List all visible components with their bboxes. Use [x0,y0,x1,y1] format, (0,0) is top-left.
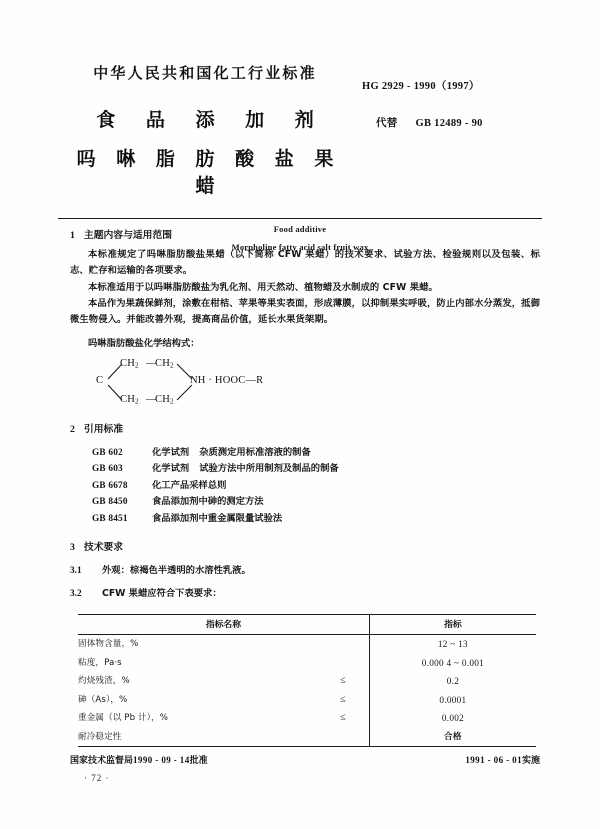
cell-indicator-name: 砷（As），% [78,694,128,705]
cell-operator: ≤ [317,672,370,691]
issuing-organization: 中华人民共和国化工行业标准 [93,64,317,82]
cell-indicator-value: 0.000 4 ~ 0.001 [421,657,485,668]
cell-indicator-name: 灼烧残渣，% [78,676,130,687]
cell-operator: ≤ [317,709,370,728]
cell-indicator-name: 粘度，Pa·s [78,657,122,668]
clause-3-1-number: 3.1 [70,565,82,576]
document-title-line1: 食 品 添 加 剂 [96,109,326,131]
header-meta-block [352,62,600,130]
section-3-heading [70,540,540,556]
header-title-block [0,62,352,198]
issuing-authority: 国家技术监督局 [70,756,134,766]
reference-name: 化学试剂 试验方法中所用制剂及制品的制备 [152,463,339,475]
document-header [0,62,600,252]
section-1-paragraph-1: 本标准规定了吗啉脂肪酸盐果蜡（以下简称 CFW 果蜡）的技术要求、试验方法、检验规则以及包装、标志、贮存和运输的各项要求。 [70,249,540,277]
reference-name: 食品添加剂中重金属限量试验法 [152,513,283,524]
cell-indicator-value: 0.002 [441,713,464,724]
section-3-number: 3 [70,541,75,553]
table-row [78,635,536,654]
cell-indicator-value: 0.0001 [439,694,467,705]
section-1-paragraph-3: 本品作为果蔬保鲜剂，涂敷在柑桔、苹果等果实表面，形成薄膜，以抑制果实呼吸，防止内部水分蒸发，抵御微生物侵入。并能改善外观，提高商品价值，延长水果货架期。 [70,297,540,326]
reference-name: 食品添加剂中砷的测定方法 [152,496,264,508]
section-2-number: 2 [70,424,75,436]
section-1-paragraph-2: 本标准适用于以吗啉脂肪酸盐为乳化剂、用天然动、植物蜡及水制成的 CFW 果蜡。 [88,281,438,293]
approval-line [70,753,208,766]
section-3-title: 技术要求 [83,541,124,553]
table-row [78,728,536,747]
reference-code: GB 6678 [92,480,128,491]
clause-3-2 [70,586,540,602]
clause-3-2-text: CFW 果蜡应符合下表要求： [102,588,222,599]
standard-number: HG 2929 - 1990（1997） [362,81,480,92]
english-title-line2: Morpholine fatty acid salt fruit wax [231,242,369,252]
atom-top-right: $CH_2$ [155,358,174,370]
cell-indicator-value: 合格 [369,728,536,747]
document-body [70,228,540,747]
column-header-indicator-name: 指标名称 [78,615,369,635]
reference-code: GB 8451 [92,514,128,524]
atom-left: C [96,375,104,387]
table-row [78,709,536,728]
list-item [92,445,540,462]
replaces-label: 代替 [376,118,398,129]
cell-operator [317,635,370,654]
specification-table-wrapper [78,614,536,747]
list-item [92,511,540,528]
cell-operator: ≤ [317,691,370,710]
section-1-heading [70,228,540,244]
atom-bottom-right: $CH_2$ [155,394,174,406]
page-number: · 72 · [84,773,110,783]
document-footer [70,753,540,783]
substituent-group: NH · HOOC—R [190,375,264,387]
english-title-line1: Food additive [273,224,327,234]
table-header-row [78,615,536,635]
reference-name: 化学试剂 杂质测定用标准溶液的制备 [152,446,311,458]
bond-top-dash: — [146,358,157,370]
list-item [92,478,540,495]
clause-3-1 [70,563,540,579]
table-row [78,691,536,710]
cell-operator [317,654,370,673]
approval-date: 1990 - 09 - 14 [133,755,190,765]
replaces-line [362,115,600,130]
cell-indicator-name: 耐冷稳定性 [78,728,317,747]
reference-code: GB 602 [92,447,123,458]
clause-3-1-text: 外观：棕褐色半透明的水溶性乳液。 [102,564,251,576]
replaces-number: GB 12489 - 90 [415,118,483,129]
section-2-title: 引用标准 [83,424,124,436]
reference-code: GB 603 [92,464,123,475]
implementation-date: 1991 - 06 - 01 [465,755,522,765]
referenced-standards-list [70,445,540,528]
cell-indicator-value: 0.2 [446,676,460,687]
reference-name: 化工产品采样总则 [152,479,227,491]
header-divider-rule [58,218,542,219]
list-item [92,494,540,511]
reference-code: GB 8450 [92,497,128,508]
atom-top-left: $CH_2$ [120,358,139,370]
bond-bottom-dash: — [146,394,157,406]
section-2-heading [70,422,540,438]
cell-indicator-value: 12 ~ 13 [437,639,468,650]
column-header-indicator-value: 指标 [369,615,536,635]
cell-indicator-name: 固体物含量，% [78,639,139,650]
implementation-line [465,753,540,766]
chemical-structure-diagram [84,354,540,410]
section-1-title: 主题内容与适用范围 [83,230,173,241]
specification-table [78,614,536,747]
approval-label: 批准 [189,756,208,766]
section-1-number: 1 [70,230,75,241]
chemical-structure-label: 吗啉脂肪酸盐化学结构式： [88,338,200,350]
document-title-line2: 吗 啉 脂 肪 酸 盐 果 蜡 [76,148,341,197]
table-row [78,654,536,673]
list-item [92,461,540,478]
implementation-label: 实施 [521,756,540,766]
table-row [78,672,536,691]
cell-operator [317,728,370,747]
clause-3-2-number: 3.2 [70,589,82,599]
atom-bottom-left: $CH_2$ [120,394,139,406]
cell-indicator-name: 重金属（以 Pb 计），% [78,713,169,724]
